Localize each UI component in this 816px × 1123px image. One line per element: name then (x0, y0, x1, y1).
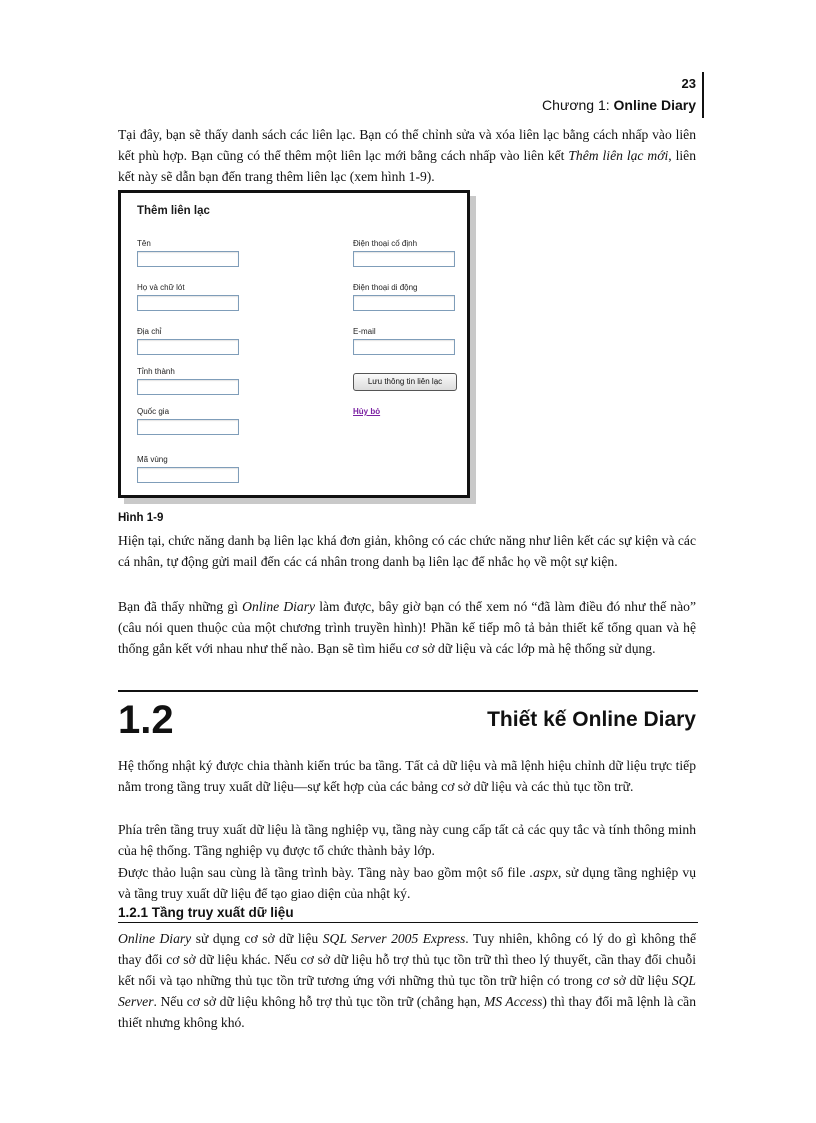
page-number: 23 (681, 76, 696, 91)
da-text-4: ) thì thay đổi mã lệnh là cần thiết nhưng không khó. (118, 994, 696, 1030)
section-title: Thiết kế Online Diary (487, 708, 696, 731)
figure-caption: Hình 1-9 (118, 512, 164, 524)
label-postal-code: Mã vùng (137, 455, 168, 464)
presentation-text-1: Được thảo luận sau cùng là tầng trình bày. Tầng này bao gồm một số file (118, 865, 530, 880)
label-country: Quốc gia (137, 407, 170, 416)
seen-text-1: Bạn đã thấy những gì (118, 599, 243, 614)
presentation-italic: .aspx (529, 865, 558, 880)
intro-text-1: Tại đây, bạn sẽ thấy danh sách các liên lạc. Bạn có thể chỉnh sửa và xóa liên lạc bằng cách nhấp vào liên kết phù hợp. Bạn cũng có thể thêm một liên lạc mới bằng cách nhấp vào liên kết (118, 127, 696, 163)
mobile-input[interactable] (353, 295, 455, 311)
intro-text-2: , liên kết này sẽ dẫn bạn đến trang thêm liên lạc (xem hình 1-9). (118, 148, 696, 184)
paragraph-data-access (118, 928, 696, 1033)
section-rule (118, 690, 698, 692)
label-province: Tỉnh thành (137, 367, 175, 376)
seen-text-2: làm được, bây giờ bạn có thể xem nó “đã làm điều đó như thế nào” (câu nói quen thuộc của một chương trình truyền hình)! Phần kế tiếp mô tả bản thiết kế tổng quan và hệ thống gắn kết với nhau như thế nào. Bạn sẽ tìm hiểu cơ sở dữ liệu và các lớp mà hệ thống sử dụng. (118, 599, 696, 656)
label-first-name: Tên (137, 239, 151, 248)
da-italic-4: MS Access (483, 994, 543, 1009)
subsection-rule (118, 922, 698, 923)
seen-italic: Online Diary (242, 599, 316, 614)
da-text-2: . Tuy nhiên, không có lý do gì không thể thay đổi cơ sở dữ liệu khác. Nếu cơ sở dữ liệu hỗ trợ thủ tục tồn trữ thì theo lý thuyết, cần thay đổi chuỗi kết nối và tạo những thủ tục tồn trữ tương ứng với những thủ tục tồn trữ hiện có trong cơ sở dữ liệu (118, 931, 696, 988)
province-input[interactable] (137, 379, 239, 395)
chapter-prefix: Chương 1: (542, 97, 614, 113)
intro-paragraph (118, 124, 696, 187)
paragraph-presentation-tier (118, 862, 696, 904)
form-title: Thêm liên lạc (137, 205, 210, 217)
label-middle-last-name: Họ và chữ lót (137, 283, 185, 292)
header-rule (702, 72, 704, 118)
chapter-header (542, 97, 696, 113)
save-contact-button[interactable]: Lưu thông tin liên lạc (353, 373, 457, 391)
label-landline: Điện thoại cố định (353, 239, 418, 248)
country-input[interactable] (137, 419, 239, 435)
middle-last-name-input[interactable] (137, 295, 239, 311)
postal-code-input[interactable] (137, 467, 239, 483)
da-italic-1: Online Diary (118, 931, 192, 946)
first-name-input[interactable] (137, 251, 239, 267)
section-number: 1.2 (118, 698, 174, 742)
subsection-heading: 1.2.1 Tầng truy xuất dữ liệu (118, 905, 294, 920)
landline-input[interactable] (353, 251, 455, 267)
email-input[interactable] (353, 339, 455, 355)
address-input[interactable] (137, 339, 239, 355)
da-text-1: sử dụng cơ sở dữ liệu (191, 931, 323, 946)
paragraph-contacts-features: Hiện tại, chức năng danh bạ liên lạc khá đơn giản, không có các chức năng như liên kết các sự kiện và các cá nhân, tự động gửi mail đến các cá nhân trong danh bạ liên lạc để nhắc họ về một sự kiện. (118, 533, 696, 569)
label-address: Địa chỉ (137, 327, 162, 336)
label-email: E-mail (353, 327, 376, 336)
paragraph-design-intro (118, 596, 696, 659)
da-text-3: . Nếu cơ sở dữ liệu không hỗ trợ thủ tục tồn trữ (chẳng hạn, (153, 994, 484, 1009)
da-italic-2: SQL Server 2005 Express (322, 931, 466, 946)
figure-add-contact-form (118, 190, 470, 498)
paragraph-architecture: Hệ thống nhật ký được chia thành kiến trúc ba tầng. Tất cả dữ liệu và mã lệnh hiệu chỉnh dữ liệu trực tiếp nằm trong tầng truy xuất dữ liệu—sự kết hợp của các bảng cơ sở dữ liệu và các thủ tục tồn trữ. (118, 758, 696, 794)
da-italic-3: SQL Server (118, 973, 696, 1009)
presentation-text-2: , sử dụng tầng nghiệp vụ và tầng truy xuất dữ liệu để tạo giao diện của nhật ký. (118, 865, 696, 901)
intro-link-italic: Thêm liên lạc mới (568, 148, 669, 163)
paragraph-business-tier: Phía trên tầng truy xuất dữ liệu là tầng nghiệp vụ, tầng này cung cấp tất cả các quy tắc và tính thông minh của hệ thống. Tầng nghiệp vụ được tổ chức thành bảy lớp. (118, 822, 696, 858)
chapter-title: Online Diary (613, 97, 696, 113)
label-mobile: Điện thoại di động (353, 283, 418, 292)
cancel-link[interactable]: Hủy bỏ (353, 407, 381, 416)
